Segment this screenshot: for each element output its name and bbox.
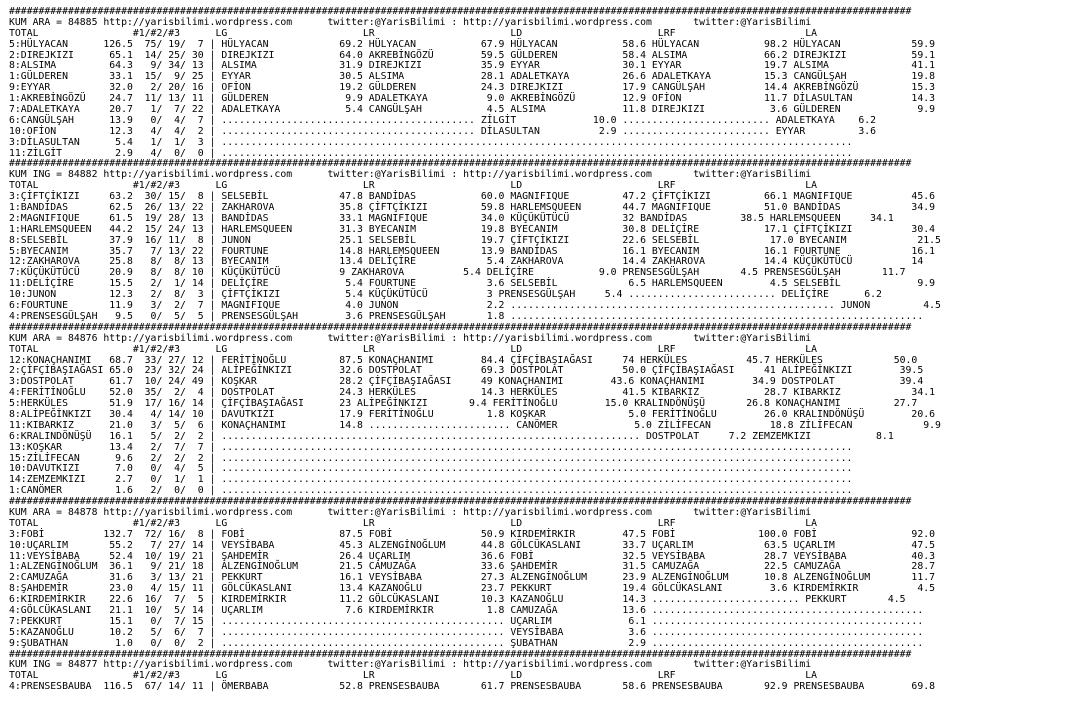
- report-line: 7:KÜÇÜKÜTÜCÜ 20.9 8/ 8/ 10 | KÜÇÜKÜTÜCÜ 9 ZAKHAROVA 5.4 DELİÇİRE 9.0 PRENSESGÜLŞAH 4.5 PRENSESGÜLŞAH 11.7: [9, 267, 906, 279]
- report-line: 5:HÜLYACAN 126.5 75/ 19/ 7 | HÜLYACAN 69.2 HÜLYACAN 67.9 HÜLYACAN 58.6 HÜLYACAN 98.2 HÜLYACAN 59.9: [9, 38, 936, 50]
- report-line: 11:ZİLGİT 2.9 4/ 0/ 0 | ...........................................................................................................: [9, 147, 853, 159]
- report-line: KUM ARA = 84876 http://yarisbilimi.wordpress.com twitter:@YarisBilimi : http://yarisbilimi.wordpress.com twitter:@YarisBilimi: [9, 332, 812, 344]
- report-line: 8:SELSEBİL 37.9 16/ 11/ 8 | JUNON 25.1 SELSEBİL 19.7 ÇİFTÇİKIZI 22.6 SELSEBİL 17.0 BYECANIM 21.5: [9, 234, 941, 246]
- report-line: 4:PRENSESBAUBA 116.5 67/ 14/ 11 | ÖMERBABA 52.8 PRENSESBAUBA 61.7 PRENSESBAUBA 58.6 PRENSESBAUBA 92.9 PRENSESBAUBA 69.8: [9, 681, 936, 693]
- report-line: TOTAL #1/#2/#3 LG LR LD LRF LA: [9, 343, 818, 355]
- report-line: 1:AKREBİNGÖZÜ 24.7 11/ 13/ 11 | GÜLDEREN 9.9 ADALETKAYA 9.0 AKREBİNGÖZÜ 12.9 OFİON 11.7 DİLASULTAN 14.3: [9, 93, 936, 105]
- report-line: 4:GÖLCÜKASLANI 21.1 10/ 5/ 14 | UÇARLIM 7.6 KIRDEMİRKIR 1.8 CAMUZAĞA 13.6 ..............................................: [9, 604, 924, 616]
- report-line: 2:CAMUZAĞA 31.6 3/ 13/ 21 | PEKKURT 16.1 VEYSİBABA 27.3 ALZENGİNOĞLUM 23.9 ALZENGİNOĞLUM 10.8 ALZENGİNOĞLUM 11.7: [9, 572, 936, 584]
- report-line: 10:OFİON 12.3 4/ 4/ 2 | ........................................... DİLASULTAN 2.9 ......................... EYYAR 3.6: [9, 125, 877, 137]
- report-line: 11:VEYSİBABA 52.4 10/ 19/ 21 | ŞAHDEMİR 26.4 UÇARLIM 36.6 FOBİ 32.5 VEYSİBABA 28.7 VEYSİBABA 40.3: [9, 550, 936, 562]
- report-line: 12:KONAÇHANIMI 68.7 33/ 27/ 12 | FERİTİNOĞLU 87.5 KONAÇHANIMI 84.4 ÇİFÇİBAŞIAĞASI 74 HERKÜLES 45.7 HERKÜLES 50.0: [9, 354, 918, 366]
- report-line: 2:ÇİFÇİBAŞIAĞASI 65.0 23/ 32/ 24 | ALİPEĞİNKIZI 32.6 DOSTPOLAT 69.3 DOSTPOLAT 50.0 ÇİFÇİBAŞIAĞASI 41 ALİPEĞİNKIZI 39.5: [9, 365, 924, 377]
- report-line: 11:KIBARKIZ 21.0 3/ 5/ 6 | KONAÇHANIMI 14.8 ........................ CANÖMER 5.0 ZİLİFECAN 18.8 ZİLİFECAN 9.9: [9, 419, 941, 431]
- report-line: 2:MAGNIFIQUE 61.5 19/ 28/ 13 | BANDİDAS 33.1 MAGNIFIQUE 34.0 KÜÇÜKÜTÜCÜ 32 BANDİDAS 38.5 HARLEMSQUEEN 34.1: [9, 212, 894, 224]
- report-line: KUM ING = 84877 http://yarisbilimi.wordpress.com twitter:@YarisBilimi : http://yarisbilimi.wordpress.com twitter:@YarisBilimi: [9, 659, 812, 671]
- race-report-text: [9, 7, 941, 693]
- report-line: 9:ŞUBATHAN 1.0 0/ 0/ 2 | ................................................ ŞUBATHAN 2.9 ..............................................: [9, 637, 924, 649]
- report-line: 14:ZEMZEMKIZI 2.7 0/ 1/ 1 | ...........................................................................................................: [9, 474, 853, 486]
- report-line: TOTAL #1/#2/#3 LG LR LD LRF LA: [9, 27, 818, 39]
- report-line: 10:UÇARLIM 55.2 7/ 27/ 14 | VEYSİBABA 45.3 ALZENGİNOĞLUM 44.8 GÖLCÜKASLANI 33.7 UÇARLIM 63.5 UÇARLIM 47.5: [9, 539, 936, 551]
- report-line: 5:BYECANIM 35.7 7/ 13/ 22 | FOURTUNE 14.8 HARLEMSQUEEN 13.9 BANDİDAS 16.1 BYECANIM 16.1 FOURTUNE 16.1: [9, 245, 936, 257]
- report-line: 6:FOURTUNE 11.9 3/ 2/ 7 | MAGNIFIQUE 4.0 JUNON 2.2 ....................................................... JUNON 4.5: [9, 300, 941, 312]
- report-line: 4:PRENSESGÜLŞAH 9.5 0/ 5/ 5 | PRENSESGÜLŞAH 3.6 PRENSESGÜLŞAH 1.8 ......................................................................: [9, 310, 924, 322]
- report-line: 1:HARLEMSQUEEN 44.2 15/ 24/ 13 | HARLEMSQUEEN 31.3 BYECANIM 19.8 BYECANIM 30.8 DELİÇİRE 17.1 ÇİFTÇİKIZI 30.4: [9, 223, 936, 235]
- separator-line: #########################################################################################################################################################: [9, 496, 912, 508]
- report-line: KUM ING = 84882 http://yarisbilimi.wordpress.com twitter:@YarisBilimi : http://yarisbilimi.wordpress.com twitter:@YarisBilimi: [9, 169, 812, 181]
- report-line: 12:ZAKHAROVA 25.8 8/ 8/ 13 | BYECANIM 13.4 DELİÇİRE 5.4 ZAKHAROVA 14.4 ZAKHAROVA 14.4 KÜÇÜKÜTÜCÜ 14: [9, 256, 924, 268]
- report-line: 6:KRALINDÖNÜŞÜ 16.1 5/ 2/ 2 | ....................................................................... DOSTPOLAT 7.2 ZEMZEMKIZI 8.1: [9, 430, 894, 442]
- report-line: 5:KAZANOĞLU 10.2 5/ 6/ 7 | ................................................ VEYSİBABA 3.6 ..............................................: [9, 626, 924, 638]
- report-line: 8:ALİPEĞİNKIZI 30.4 4/ 14/ 10 | DAVUTKIZI 17.9 FERİTİNOĞLU 1.8 KOŞKAR 5.0 FERİTİNOĞLU 26.0 KRALINDÖNÜŞÜ 20.6: [9, 408, 936, 420]
- report-line: KUM ARA = 84878 http://yarisbilimi.wordpress.com twitter:@YarisBilimi : http://yarisbilimi.wordpress.com twitter:@YarisBilimi: [9, 506, 812, 518]
- report-line: TOTAL #1/#2/#3 LG LR LD LRF LA: [9, 180, 818, 192]
- separator-line: #########################################################################################################################################################: [9, 321, 912, 333]
- report-line: 9:EYYAR 32.0 2/ 20/ 16 | OFİON 19.2 GÜLDEREN 24.3 DIREJKIZI 17.9 CANGÜLŞAH 14.4 AKREBİNGÖZÜ 15.3: [9, 82, 936, 94]
- report-line: 5:HERKÜLES 51.9 17/ 16/ 14 | ÇİFÇİBAŞIAĞASI 23 ALİPEĞİNKIZI 9.4 FERİTİNOĞLU 15.0 KRALINDÖNÜŞÜ 26.8 KONAÇHANIMI 27.7: [9, 398, 918, 410]
- report-line: 2:DIREJKIZI 65.1 14/ 25/ 30 | DIREJKIZI 64.0 AKREBİNGÖZÜ 59.5 GÜLDEREN 58.4 ALSIMA 66.2 DIREJKIZI 59.1: [9, 49, 936, 61]
- report-line: 13:KOŞKAR 13.4 2/ 7/ 7 | ...........................................................................................................: [9, 441, 853, 453]
- report-line: 4:FERİTİNOĞLU 52.0 35/ 2/ 4 | DOSTPOLAT 24.3 HERKÜLES 14.3 HERKÜLES 41.5 KIBARKIZ 28.7 KIBARKIZ 34.1: [9, 387, 936, 399]
- report-line: 1:CANÖMER 1.6 2/ 0/ 0 | ...........................................................................................................: [9, 485, 853, 497]
- report-line: 6:KIRDEMİRKIR 22.6 16/ 7/ 5 | KIRDEMİRKIR 11.2 GÖLCÜKASLANI 10.3 KAZANOĞLU 14.3 ......................... PEKKURT 4.5: [9, 594, 906, 606]
- report-line: TOTAL #1/#2/#3 LG LR LD LRF LA: [9, 670, 818, 682]
- separator-line: #########################################################################################################################################################: [9, 158, 912, 170]
- report-line: KUM ARA = 84885 http://yarisbilimi.wordpress.com twitter:@YarisBilimi : http://yarisbilimi.wordpress.com twitter:@YarisBilimi: [9, 16, 812, 28]
- report-line: TOTAL #1/#2/#3 LG LR LD LRF LA: [9, 517, 818, 529]
- report-line: 6:CANGÜLŞAH 13.9 0/ 4/ 7 | ........................................... ZİLGİT 10.0 ......................... ADALETKAYA 6.2: [9, 114, 877, 126]
- report-line: 3:DOSTPOLAT 61.7 10/ 24/ 49 | KOŞKAR 28.2 ÇİFÇİBAŞIAĞASI 49 KONAÇHANIMI 43.6 KONAÇHANIMI 34.9 DOSTPOLAT 39.4: [9, 376, 924, 388]
- report-line: 15:ZİLİFECAN 9.6 2/ 2/ 2 | ...........................................................................................................: [9, 452, 853, 464]
- report-line: 3:FOBİ 132.7 72/ 16/ 8 | FOBİ 87.5 FOBİ 50.9 KIRDEMİRKIR 47.5 FOBİ 100.0 FOBİ 92.0: [9, 528, 936, 540]
- report-line: 3:DİLASULTAN 5.4 1/ 1/ 3 | ...........................................................................................................: [9, 136, 853, 148]
- report-line: 3:ÇİFTÇİKIZI 63.2 30/ 15/ 8 | SELSEBİL 47.8 BANDİDAS 60.0 MAGNIFIQUE 47.2 ÇİFTÇİKIZI 66.1 MAGNIFIQUE 45.6: [9, 191, 936, 203]
- report-line: 8:ŞAHDEMİR 23.0 4/ 15/ 11 | GÖLCÜKASLANI 13.4 KAZANOĞLU 23.7 PEKKURT 19.4 GÖLCÜKASLANI 3.6 KIRDEMİRKIR 4.5: [9, 583, 936, 595]
- separator-line: #########################################################################################################################################################: [9, 648, 912, 660]
- report-line: 1:BANDİDAS 62.5 26/ 13/ 22 | ZAKHAROVA 35.8 ÇİFTÇİKIZI 59.8 HARLEMSQUEEN 44.7 MAGNIFIQUE 51.0 BANDİDAS 34.9: [9, 202, 936, 214]
- report-line: 8:ALSIMA 64.3 9/ 34/ 13 | ALSIMA 31.9 DIREJKIZI 35.9 EYYAR 30.1 EYYAR 19.7 ALSIMA 41.1: [9, 60, 936, 72]
- report-line: 1:GÜLDEREN 33.1 15/ 9/ 25 | EYYAR 30.5 ALSIMA 28.1 ADALETKAYA 26.6 ADALETKAYA 15.3 CANGÜLŞAH 19.8: [9, 71, 936, 83]
- report-line: 10:JUNON 12.3 2/ 8/ 3 | ÇİFTÇİKIZI 5.4 KÜÇÜKÜTÜCÜ 3 PRENSESGÜLŞAH 5.4 ......................... DELİÇİRE 6.2: [9, 289, 882, 301]
- report-line: 1:ALZENGİNOĞLUM 36.1 9/ 21/ 18 | ALZENGİNOĞLUM 21.5 CAMUZAĞA 33.6 ŞAHDEMİR 31.5 CAMUZAĞA 22.5 CAMUZAĞA 28.7: [9, 561, 936, 573]
- report-line: 11:DELİÇİRE 15.5 2/ 1/ 14 | DELİÇİRE 5.4 FOURTUNE 3.6 SELSEBİL 6.5 HARLEMSQUEEN 4.5 SELSEBİL 9.9: [9, 278, 936, 290]
- report-line: 10:DAVUTKIZI 7.0 0/ 4/ 5 | ...........................................................................................................: [9, 463, 853, 475]
- report-line: 7:PEKKURT 15.1 0/ 7/ 15 | ................................................ UÇARLIM 6.1 ..............................................: [9, 615, 924, 627]
- report-line: 7:ADALETKAYA 20.7 1/ 7/ 22 | ADALETKAYA 5.4 CANGÜLŞAH 4.5 ALSIMA 11.8 DIREJKIZI 3.6 GÜLDEREN 9.9: [9, 104, 936, 116]
- separator-line: #########################################################################################################################################################: [9, 6, 912, 17]
